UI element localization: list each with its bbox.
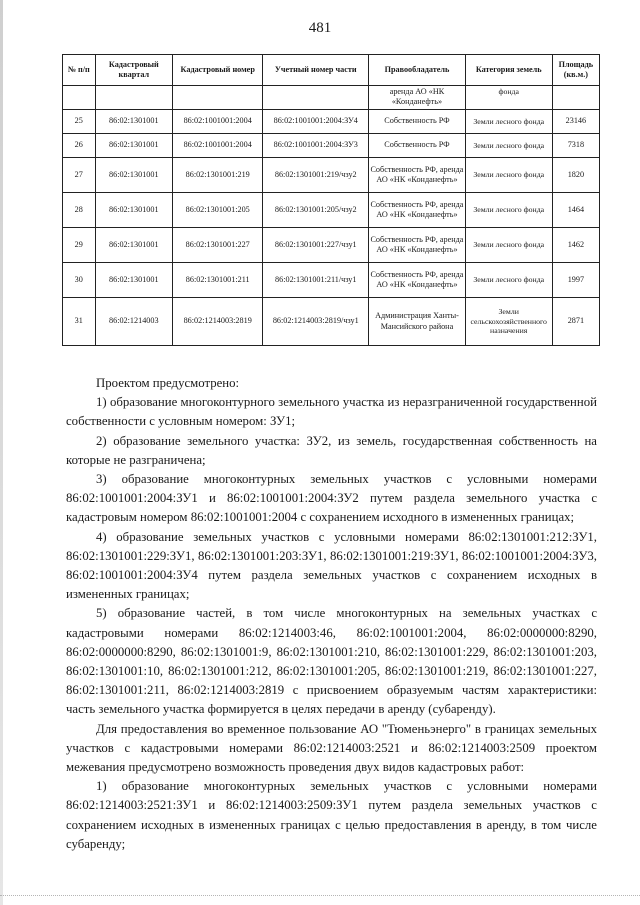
table-cell: 86:02:1001001:2004 [173, 134, 263, 158]
scan-bottom-artifact [0, 895, 640, 897]
table-cell: 26 [63, 134, 96, 158]
paragraph: 5) образование частей, в том числе многоконтурных на земельных участках с кадастровыми номерами 86:02:1214003:46, 86:02:1001001:2004, 86:02:0000000:8290, 86:02:0000000:8290, 86:02:1301001:9, 86:02:1301001:210, 86:02:1301001:229, 86:02:1301001:203, 86:02:1301001:10, 86:02:1301001:212, 86:02:1301001:205, 86:02:1301001:219, 86:02:1301001:227, 86:02:1301001:211, 86:02:1214003:2819 с присвоением образуемым частям характеристики: часть земельного участка формируется в целях передачи в аренду (субаренду). [66, 606, 597, 717]
paragraph: 3) образование многоконтурных земельных участков с условными номерами 86:02:1001001:2004:ЗУ1 и 86:02:1001001:2004:ЗУ2 путем раздела земельного участка с кадастровым номером 86:02:1001001:2004 с сохранением исходного в измененных границах; [66, 472, 597, 525]
table-cell: 86:02:1001001:2004:ЗУ4 [263, 110, 369, 134]
table-cell: 86:02:1301001 [95, 110, 173, 134]
table-cell: Собственность РФ, аренда АО «НК «Конданефть» [369, 158, 465, 193]
table-cell: 28 [63, 193, 96, 228]
table-cell: фонда [465, 86, 552, 110]
table-cell: 31 [63, 298, 96, 346]
paragraph: Для предоставления во временное пользование АО "Тюменьэнерго" в границах земельных участков с кадастровыми номерами 86:02:1214003:2521 и 86:02:1214003:2509 проектом межевания предусмотрено возможность проведения двух видов кадастровых работ: [66, 721, 597, 775]
table-cell: 86:02:1301001 [95, 193, 173, 228]
table-cell: 86:02:1301001:211/чзу1 [263, 263, 369, 298]
table-row [63, 228, 600, 263]
table-cell: 86:02:1301001:227 [173, 228, 263, 263]
table-cell: 1462 [552, 228, 599, 263]
table-row [63, 158, 600, 193]
header-cell: Учетный номер части [263, 55, 369, 86]
table-cell: 86:02:1301001:211 [173, 263, 263, 298]
header-cell: Категория земель [465, 55, 552, 86]
table-cell: 86:02:1301001 [95, 263, 173, 298]
table-cell: 86:02:1301001 [95, 158, 173, 193]
header-cell: Кадастровый номер [173, 55, 263, 86]
header-cell: № п/п [63, 55, 96, 86]
paragraph: 1) образование многоконтурных земельных участков с условными номерами 86:02:1214003:2521:ЗУ1 и 86:02:1214003:2509:ЗУ1 путем раздела земельных участков с сохранением исходных в измененных границах с целью предоставления в аренду, в том числе субаренду; [66, 779, 597, 851]
table-cell: 86:02:1001001:2004 [173, 110, 263, 134]
table-row [63, 298, 600, 346]
paragraph: 4) образование земельных участков с условными номерами 86:02:1301001:212:ЗУ1, 86:02:1301001:229:ЗУ1, 86:02:1301001:203:ЗУ1, 86:02:1301001:219:ЗУ1, 86:02:1001001:2004:ЗУ3, 86:02:1001001:2004:ЗУ4 путем раздела земельных участков с сохранением исходных в измененных границах; [66, 529, 597, 602]
table-row [63, 134, 600, 158]
cadastral-table [62, 54, 600, 346]
table-cell: 86:02:1301001 [95, 228, 173, 263]
table-cell: Собственность РФ, аренда АО «НК «Конданефть» [369, 228, 465, 263]
table-cell: Земли лесного фонда [465, 193, 552, 228]
body-text [66, 374, 597, 854]
table-row [63, 110, 600, 134]
table-cell: 1997 [552, 263, 599, 298]
table-cell: Земли лесного фонда [465, 228, 552, 263]
table-header-row [63, 55, 600, 86]
table-cell: Собственность РФ, аренда АО «НК «Конданефть» [369, 193, 465, 228]
table-cell: 7318 [552, 134, 599, 158]
table-cell: Земли лесного фонда [465, 158, 552, 193]
table-cell: Собственность РФ [369, 110, 465, 134]
paragraph: 1) образование многоконтурного земельного участка из неразграниченной государственной собственности с условным номером: ЗУ1; [66, 395, 597, 429]
table-cell: Собственность РФ, аренда АО «НК «Конданефть» [369, 263, 465, 298]
paragraph: 2) образование земельного участка: ЗУ2, из земель, государственная собственность на которые не разграничена; [66, 433, 597, 467]
header-cell: Кадастровый квартал [95, 55, 173, 86]
table-cell: 1464 [552, 193, 599, 228]
table-cell: 86:02:1001001:2004:ЗУ3 [263, 134, 369, 158]
table-cell: 86:02:1214003:2819/чзу1 [263, 298, 369, 346]
table-cell: 27 [63, 158, 96, 193]
scan-edge-artifact [0, 0, 3, 905]
table-cell: 29 [63, 228, 96, 263]
table-cell: аренда АО «НК «Конданефть» [369, 86, 465, 110]
table-cell: 25 [63, 110, 96, 134]
table-row [63, 263, 600, 298]
table-cell: 86:02:1301001:219/чзу2 [263, 158, 369, 193]
table-cell: Земли сельскохозяйственного назначения [465, 298, 552, 346]
table-cell: Земли лесного фонда [465, 110, 552, 134]
page-number: 481 [308, 20, 332, 36]
table-cell [552, 86, 599, 110]
table-cell: 1820 [552, 158, 599, 193]
table-cell: 2871 [552, 298, 599, 346]
table-cell: Собственность РФ [369, 134, 465, 158]
table-cell: 86:02:1214003 [95, 298, 173, 346]
table-cell: 86:02:1301001 [95, 134, 173, 158]
table-cell [173, 86, 263, 110]
table-cell: 86:02:1301001:219 [173, 158, 263, 193]
table-cell [95, 86, 173, 110]
section-heading: Проектом предусмотрено: [96, 376, 240, 390]
header-cell: Правообладатель [369, 55, 465, 86]
table-cell: 86:02:1301001:205 [173, 193, 263, 228]
table-cell: 86:02:1301001:205/чзу2 [263, 193, 369, 228]
table-row [63, 193, 600, 228]
table-cell [63, 86, 96, 110]
table-cell: Земли лесного фонда [465, 134, 552, 158]
header-cell: Площадь (кв.м.) [552, 55, 599, 86]
table-cell [263, 86, 369, 110]
table-cell: Администрация Ханты-Мансийского района [369, 298, 465, 346]
table-cell: Земли лесного фонда [465, 263, 552, 298]
table-cell: 23146 [552, 110, 599, 134]
table-row [63, 86, 600, 110]
table-cell: 30 [63, 263, 96, 298]
table-cell: 86:02:1301001:227/чзу1 [263, 228, 369, 263]
table-cell: 86:02:1214003:2819 [173, 298, 263, 346]
